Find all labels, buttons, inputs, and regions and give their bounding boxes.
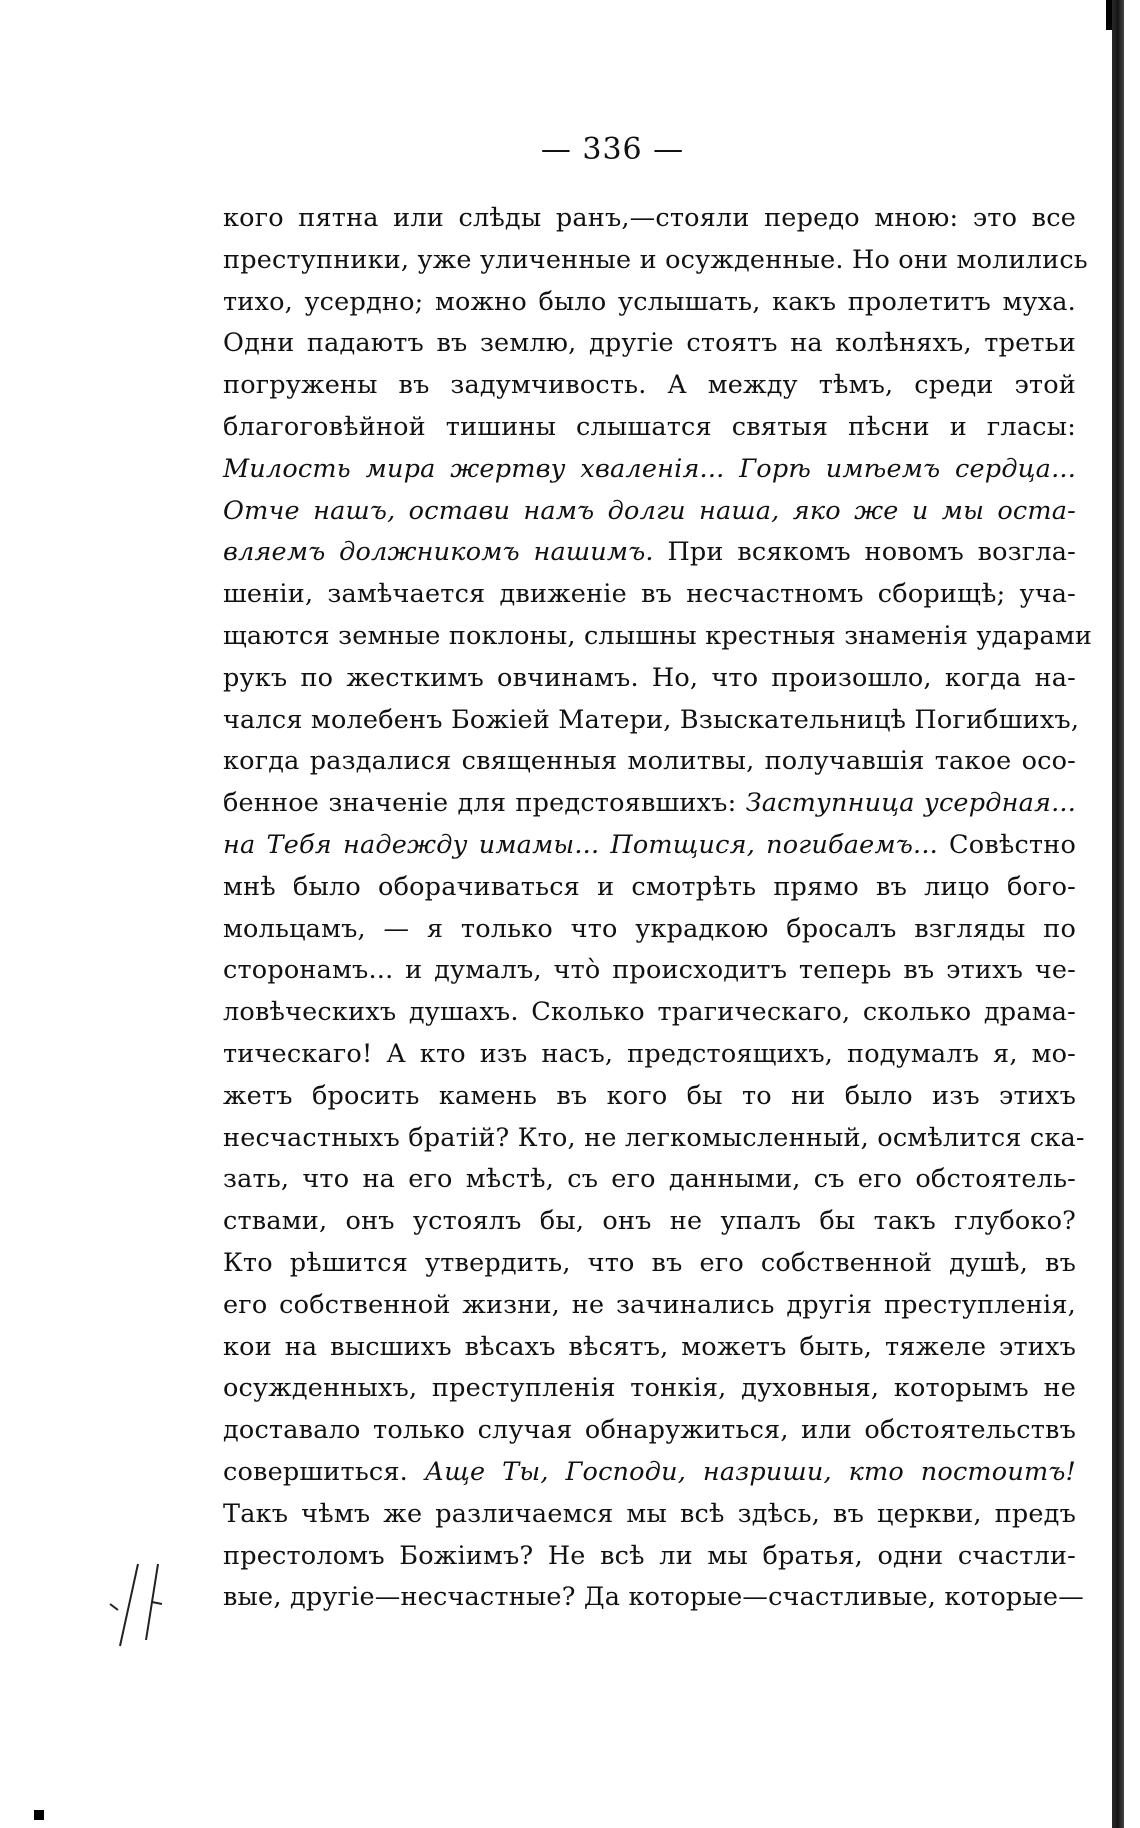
- text-line: [223, 1368, 1076, 1410]
- text-segment: мольцамъ, — я только что украдкою бросалъ взгляды по: [223, 913, 1076, 944]
- italic-text-segment: Аще Ты, Господи, назриши, кто постоитъ!: [424, 1456, 1077, 1487]
- text-line: [223, 992, 1076, 1034]
- text-segment: когда раздалися священныя молитвы, получавшія такое осо-: [223, 746, 1076, 777]
- text-line: [223, 1076, 1076, 1118]
- italic-text-segment: на Тебя надежду имамы... Потщися, погибаемъ...: [223, 829, 938, 860]
- text-line: [223, 1285, 1076, 1327]
- text-line: [223, 532, 1076, 574]
- text-line: [223, 1494, 1076, 1536]
- text-segment: доставало только случая обнаружиться, или обстоятельствъ: [223, 1415, 1076, 1446]
- text-segment: Такъ чѣмъ же различаемся мы всѣ здѣсь, въ церкви, предъ: [223, 1498, 1076, 1529]
- italic-text-segment: Милость мира жертву хваленія... Горѣ имѣемъ сердца...: [223, 453, 1076, 484]
- text-line: [223, 1577, 1084, 1619]
- text-segment: При всякомъ новомъ возгла-: [653, 537, 1076, 568]
- text-segment: осужденныхъ, преступленія тонкія, духовныя, которымъ не: [223, 1373, 1076, 1404]
- text-line: [223, 909, 1076, 951]
- text-line: [223, 1536, 1076, 1578]
- scan-speck: [34, 1810, 44, 1820]
- italic-text-segment: Заступница усердная...: [745, 788, 1077, 819]
- text-line: [223, 825, 1076, 867]
- text-segment: кого пятна или слѣды ранъ,—стояли передо мною: это все: [223, 203, 1076, 233]
- text-segment: ловѣческихъ душахъ. Сколько трагическаго, сколько драма-: [223, 997, 1076, 1028]
- text-line: [223, 783, 1076, 825]
- text-line: [223, 1243, 1076, 1285]
- text-segment: бенное значеніе для предстоявшихъ:: [223, 788, 746, 819]
- text-line: [223, 449, 1076, 491]
- text-segment: несчастныхъ братій? Кто, не легкомысленный, осмѣлится ска-: [223, 1122, 1085, 1153]
- text-line: [223, 1410, 1076, 1452]
- text-segment: его собственной жизни, не зачинались другія преступленія,: [223, 1289, 1076, 1320]
- text-line: [223, 658, 1076, 700]
- text-segment: чался молебенъ Божіей Матери, Взыскательницѣ Погибшихъ,: [223, 704, 1080, 735]
- margin-pencil-mark: [100, 1560, 180, 1650]
- text-segment: кои на высшихъ вѣсахъ вѣсятъ, можетъ быть, тяжеле этихъ: [223, 1331, 1076, 1362]
- text-line: [223, 282, 1076, 324]
- text-segment: преступники, уже уличенные и осужденные. Но они молились: [223, 244, 1088, 275]
- text-line: [223, 240, 1088, 282]
- text-line: [223, 950, 1076, 992]
- text-line: [223, 867, 1076, 909]
- text-segment: мнѣ было оборачиваться и смотрѣть прямо въ лицо бого-: [223, 871, 1076, 902]
- text-line: [223, 198, 1076, 240]
- text-line: [223, 365, 1076, 407]
- text-segment: Совѣстно: [937, 829, 1076, 860]
- text-segment: совершиться.: [223, 1456, 425, 1487]
- text-line: [223, 1452, 1076, 1494]
- text-line: [223, 323, 1076, 365]
- text-segment: щаются земные поклоны, слышны крестныя знаменія ударами: [223, 620, 1093, 651]
- text-line: [223, 1159, 1076, 1201]
- text-segment: ствами, онъ устоялъ бы, онъ не упалъ бы такъ глубоко?: [223, 1206, 1076, 1237]
- text-line: [223, 407, 1076, 449]
- text-segment: Кто рѣшится утвердить, что въ его собственной душѣ, въ: [223, 1247, 1076, 1278]
- text-line: [223, 1201, 1076, 1243]
- italic-text-segment: Отче нашъ, остави намъ долги наша, яко же и мы оста-: [223, 495, 1076, 526]
- body-text: [223, 198, 1093, 1619]
- text-segment: благоговѣйной тишины слышатся святыя пѣсни и гласы:: [223, 411, 1076, 442]
- text-segment: Одни падаютъ въ землю, другіе стоятъ на колѣняхъ, третьи: [223, 328, 1076, 359]
- text-line: [223, 491, 1076, 533]
- text-line: [223, 1118, 1085, 1160]
- text-segment: зать, что на его мѣстѣ, съ его данными, съ его обстоятель-: [223, 1164, 1076, 1195]
- text-line: [223, 700, 1080, 742]
- page-number: — 336 —: [540, 132, 685, 167]
- italic-text-segment: вляемъ должникомъ нашимъ.: [223, 537, 654, 568]
- text-segment: тическаго! А кто изъ насъ, предстоящихъ, подумалъ я, мо-: [223, 1038, 1076, 1069]
- text-segment: тихо, усердно; можно было услышать, какъ пролетитъ муха.: [223, 286, 1076, 317]
- text-line: [223, 1034, 1076, 1076]
- text-segment: вые, другіе—несчастные? Да которые—счастливые, которые—: [223, 1582, 1084, 1613]
- text-line: [223, 616, 1093, 658]
- text-line: [223, 574, 1076, 616]
- text-segment: рукъ по жесткимъ овчинамъ. Но, что произошло, когда на-: [223, 662, 1076, 693]
- text-segment: шеніи, замѣчается движеніе въ несчастномъ сборищѣ; уча-: [223, 579, 1076, 610]
- text-segment: сторонамъ... и думалъ, что̀ происходитъ теперь въ этихъ че-: [223, 955, 1076, 986]
- text-segment: престоломъ Божіимъ? Не всѣ ли мы братья, одни счастли-: [223, 1540, 1076, 1571]
- text-segment: жетъ бросить камень въ кого бы то ни было изъ этихъ: [223, 1080, 1076, 1111]
- text-segment: погружены въ задумчивость. А между тѣмъ, среди этой: [223, 370, 1076, 401]
- text-line: [223, 741, 1076, 783]
- page-edge-shadow: [1112, 0, 1124, 1828]
- text-line: [223, 1327, 1076, 1369]
